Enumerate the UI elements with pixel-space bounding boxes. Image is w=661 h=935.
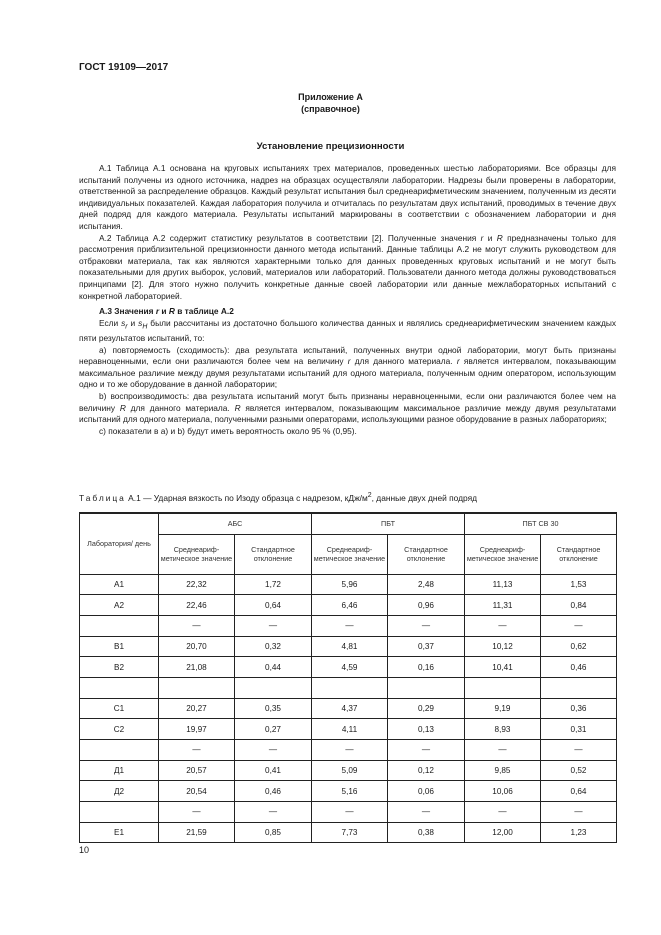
mean-value-cell: 8,93 [465,719,541,740]
appendix-subtitle: (справочное) [301,104,360,114]
table-row [80,719,617,740]
section-title: Установление прецизионности [256,141,405,152]
std-value-cell: — [235,615,312,636]
lab-day-cell: А1 [80,574,159,595]
lab-day-cell: В1 [80,636,159,657]
paragraph-a3: Если $s_r$ и $s_H$ были рассчитаны из достаточно большого количества данных и являлись среднеарифметическим значением каждых пяти результатов испытаний, то: [79,317,616,343]
appendix-title: Приложение А [298,92,363,102]
mean-header: Среднеариф-метическое значение [465,534,541,574]
std-value-cell: 0,41 [235,760,312,781]
mean-value-cell: — [159,740,235,761]
group-header-pbt: ПБТ [312,513,465,534]
mean-header: Среднеариф-метическое значение [159,534,235,574]
lab-day-cell: С2 [80,719,159,740]
group-header-pbt-sv30: ПБТ СВ 30 [465,513,617,534]
std-value-cell: — [541,740,617,761]
mean-value-cell: 10,06 [465,781,541,802]
mean-value-cell: 5,09 [312,760,388,781]
std-value-cell: — [541,802,617,823]
mean-value-cell [465,677,541,698]
mean-value-cell [312,677,388,698]
std-value-cell: 1,72 [235,574,312,595]
mean-value-cell: 4,11 [312,719,388,740]
page-number: 10 [79,845,90,855]
std-value-cell: — [388,615,465,636]
item-b-reproducibility: b) воспроизводимость: два результата испытаний могут быть признаны неравноценными, если они различаются более чем на величину R для данного материала. R является интервалом, показывающим максимальное различие между двумя результатами испытаний для одного материала, полученными разными операторами, использующими разное оборудование в разных лабораториях; [79,390,617,425]
mean-value-cell: 10,12 [465,636,541,657]
mean-value-cell: — [465,615,541,636]
body-text [79,163,616,437]
std-header: Стандартное отклонение [235,534,312,574]
table-row [80,677,617,698]
std-value-cell: 0,46 [235,781,312,802]
table-row [80,698,617,719]
lab-day-cell [80,802,159,823]
mean-value-cell: 9,85 [465,760,541,781]
std-value-cell: 0,35 [235,698,312,719]
item-c-probability: с) показатели в а) и b) будут иметь вероятность около 95 % (0,95). [99,425,357,436]
lab-day-header: Лаборатория/ день [80,513,159,574]
mean-header: Среднеариф-метическое значение [312,534,388,574]
mean-value-cell: — [312,802,388,823]
std-value-cell: 0,85 [235,822,312,843]
lab-day-cell: Д1 [80,760,159,781]
std-value-cell: 0,38 [388,822,465,843]
mean-value-cell: 22,46 [159,595,235,616]
mean-value-cell: 4,59 [312,657,388,678]
std-value-cell: 0,29 [388,698,465,719]
impact-strength-table [79,512,617,843]
std-value-cell: 0,32 [235,636,312,657]
mean-value-cell: 21,59 [159,822,235,843]
group-header-abs: АБС [159,513,312,534]
lab-day-cell [80,677,159,698]
lab-day-cell: В2 [80,657,159,678]
mean-value-cell: 12,00 [465,822,541,843]
mean-value-cell: — [312,615,388,636]
paragraph-a1: А.1 Таблица А.1 основана на круговых испытаниях трех материалов, проведенных шестью лабораториями. Все образцы для испытаний получены из одного источника, надрез на образцах осуществляли лаборатории. Надрезы были проверены в лаборатории, ответственной за распределение образцов. Каждый результат испытания был среднеарифметическим значением, полученным из десяти индивидуальных показателей. Каждая лаборатория получила и отчиталась по результатам двух испытаний, проводимых в течение двух дней подряд для каждого материала. Результаты испытаний маркированы в соответствии с обозначением лаборатории и дня испытания. [79,163,616,231]
mean-value-cell: 11,13 [465,574,541,595]
std-value-cell: 0,16 [388,657,465,678]
mean-value-cell: 5,16 [312,781,388,802]
lab-day-cell: Д2 [80,781,159,802]
std-value-cell [235,677,312,698]
std-value-cell: 0,96 [388,595,465,616]
table-row [80,657,617,678]
table-row [80,802,617,823]
mean-value-cell: 21,08 [159,657,235,678]
std-value-cell: 0,44 [235,657,312,678]
std-value-cell: — [541,615,617,636]
standard-code: ГОСТ 19109—2017 [79,62,169,73]
std-value-cell: — [235,802,312,823]
lab-day-cell [80,615,159,636]
table-row [80,574,617,595]
mean-value-cell: 22,32 [159,574,235,595]
mean-value-cell: 9,19 [465,698,541,719]
std-value-cell: — [388,740,465,761]
std-value-cell: 1,53 [541,574,617,595]
std-value-cell: 1,23 [541,822,617,843]
table-caption: Таблица А.1 — Ударная вязкость по Изоду образца с надрезом, кДж/$м^2$, данные двух дней подряд [79,492,478,503]
table-row [80,781,617,802]
std-header: Стандартное отклонение [541,534,617,574]
mean-value-cell: 19,97 [159,719,235,740]
subsection-a3-title: А.3 Значения r и R в таблице А.2 [99,306,234,317]
table-row [80,740,617,761]
mean-value-cell: 6,46 [312,595,388,616]
std-value-cell: 0,37 [388,636,465,657]
table-body [80,574,617,843]
std-value-cell [541,677,617,698]
mean-value-cell [159,677,235,698]
table-row [80,615,617,636]
std-value-cell: 0,36 [541,698,617,719]
mean-value-cell: 7,73 [312,822,388,843]
mean-value-cell: 11,31 [465,595,541,616]
lab-day-cell: Е1 [80,822,159,843]
std-value-cell: 2,48 [388,574,465,595]
mean-value-cell: 20,70 [159,636,235,657]
mean-value-cell: — [465,802,541,823]
mean-value-cell: 20,57 [159,760,235,781]
std-value-cell: 0,12 [388,760,465,781]
table-row [80,595,617,616]
lab-day-cell [80,740,159,761]
std-value-cell: 0,06 [388,781,465,802]
mean-value-cell: — [159,615,235,636]
std-value-cell: — [388,802,465,823]
std-value-cell [388,677,465,698]
table-row [80,822,617,843]
mean-value-cell: 4,37 [312,698,388,719]
std-value-cell: 0,31 [541,719,617,740]
std-value-cell: 0,52 [541,760,617,781]
mean-value-cell: 20,54 [159,781,235,802]
mean-value-cell: 5,96 [312,574,388,595]
table-row [80,636,617,657]
mean-value-cell: — [312,740,388,761]
item-a-repeatability: а) повторяемость (сходимость): два результата испытаний, полученных внутри одной лаборатории, могут быть признаны неравноценными, если они различаются более чем на величину r для данного материала. r является интервалом, показывающим максимальное различие между двумя результатами испытаний для одного материала, полученным одним оператором, использующим одно и то же оборудование в данной лаборатории; [79,344,616,390]
mean-value-cell: 4,81 [312,636,388,657]
std-value-cell: 0,64 [541,781,617,802]
table-row [80,760,617,781]
mean-value-cell: 10,41 [465,657,541,678]
std-value-cell: 0,13 [388,719,465,740]
lab-day-cell: А2 [80,595,159,616]
std-value-cell: — [235,740,312,761]
std-value-cell: 0,62 [541,636,617,657]
mean-value-cell: — [159,802,235,823]
paragraph-a2: А.2 Таблица А.2 содержит статистику результатов в соответствии [2]. Полученные значения r и R предназначены только для рассмотрения приблизительной прецизионности данного метода испытаний. Данные таблицы А.2 не могут служить руководством для отбраковки материала, так как являются характерными только для данных проведенных круговых испытаний и не могут быть показательными для других выборок, условий, материалов или лабораторий. Пользователи данного метода должны руководствоваться принципами [2]. Для этого нужно получить конкретные данные своей лаборатории или данные межлабораторных испытаний с конкретной лабораторией. [79,232,616,301]
std-value-cell: 0,46 [541,657,617,678]
std-value-cell: 0,84 [541,595,617,616]
lab-day-cell: С1 [80,698,159,719]
std-value-cell: 0,64 [235,595,312,616]
mean-value-cell: 20,27 [159,698,235,719]
std-header: Стандартное отклонение [388,534,465,574]
std-value-cell: 0,27 [235,719,312,740]
mean-value-cell: — [465,740,541,761]
